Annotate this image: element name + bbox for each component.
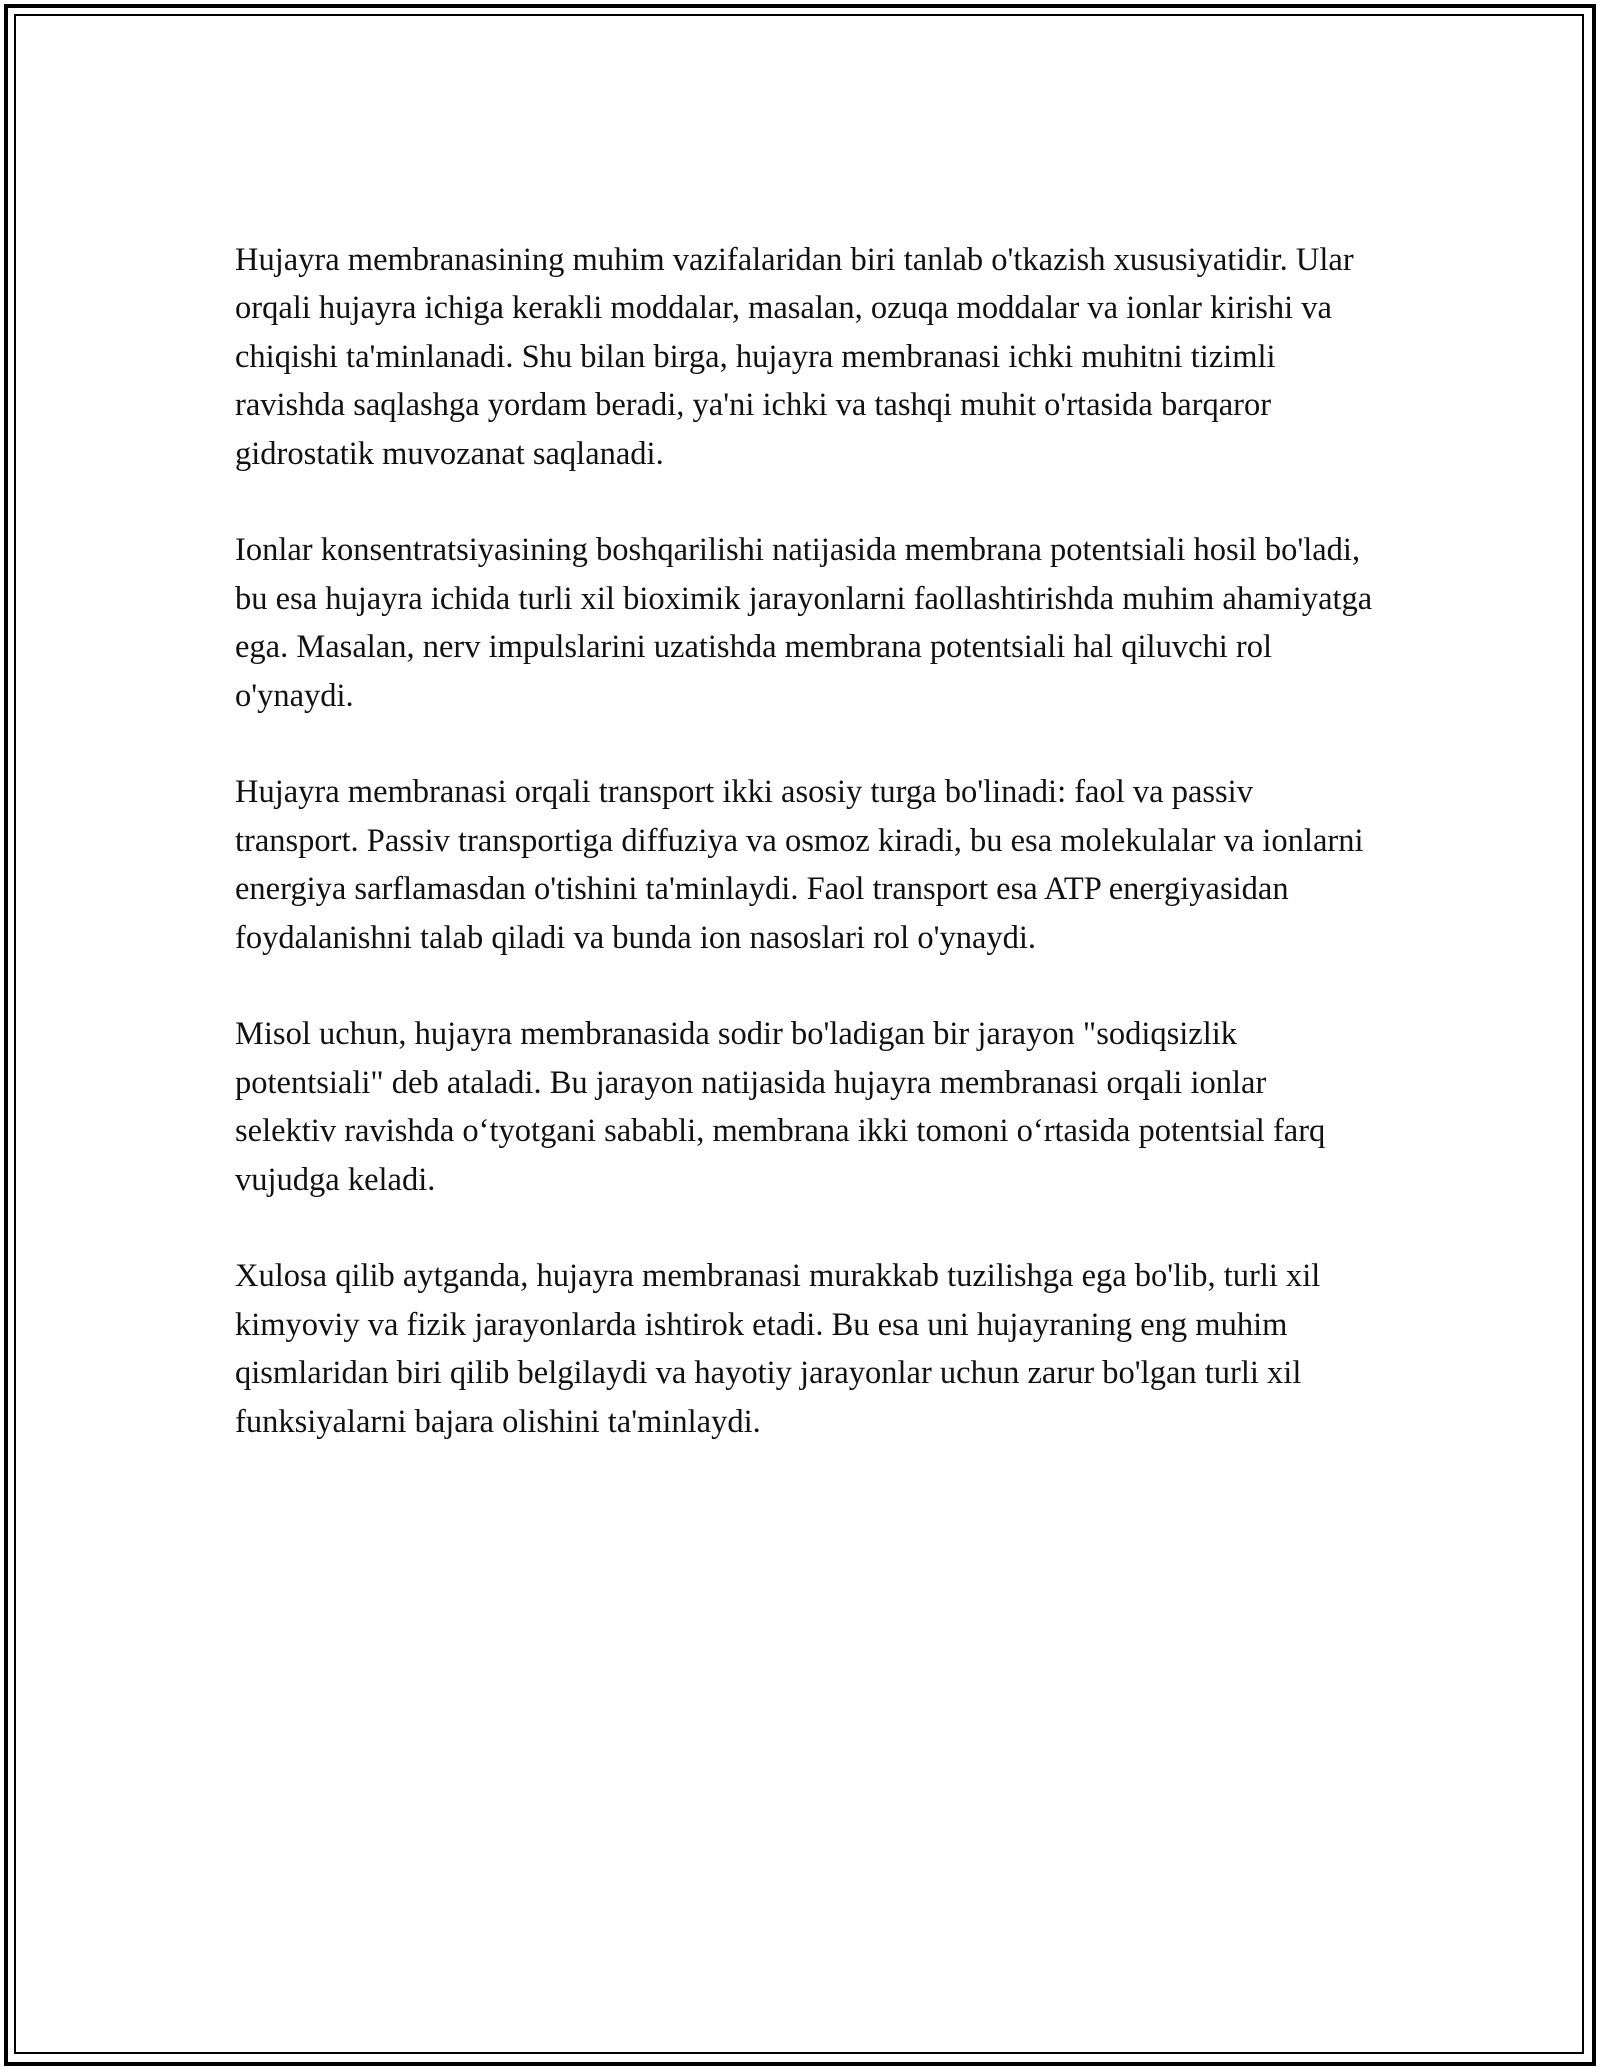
document-body [235, 236, 1375, 1494]
paragraph-2: Ionlar konsentratsiyasining boshqarilishi natijasida membrana potentsiali hosil bo'ladi, bu esa hujayra ichida turli xil bioximik jarayonlarni faollashtirishda muhim ahamiyatga ega. Masalan, nerv impulslarini uzatishda membrana potentsiali hal qiluvchi rol o'ynaydi. [235, 532, 1373, 714]
paragraph-5: Xulosa qilib aytganda, hujayra membranasi murakkab tuzilishga ega bo'lib, turli xil kimyoviy va fizik jarayonlarda ishtirok etadi. Bu esa uni hujayraning eng muhim qismlaridan biri qilib belgilaydi va hayotiy jarayonlar uchun zarur bo'lgan turli xil funksiyalarni bajara olishini ta'minlaydi. [235, 1258, 1321, 1440]
paragraph-3: Hujayra membranasi orqali transport ikki asosiy turga bo'linadi: faol va passiv transport. Passiv transportiga diffuziya va osmoz kiradi, bu esa molekulalar va ionlarni energiya sarflamasdan o'tishini ta'minlaydi. Faol transport esa ATP energiyasidan foydalanishni talab qiladi va bunda ion nasoslari rol o'ynaydi. [235, 774, 1364, 956]
paragraph-1: Hujayra membranasining muhim vazifalaridan biri tanlab o'tkazish xususiyatidir. Ular orqali hujayra ichiga kerakli moddalar, masalan, ozuqa moddalar va ionlar kirishi va chiqishi ta'minlanadi. Shu bilan birga, hujayra membranasi ichki muhitni tizimli ravishda saqlashga yordam beradi, ya'ni ichki va tashqi muhit o'rtasida barqaror gidrostatik muvozanat saqlanadi. [235, 242, 1354, 472]
paragraph-4: Misol uchun, hujayra membranasida sodir bo'ladigan bir jarayon "sodiqsizlik potentsiali" deb ataladi. Bu jarayon natijasida hujayra membranasi orqali ionlar selektiv ravishda o‘tyotgani sababli, membrana ikki tomoni o‘rtasida potentsial farq vujudga keladi. [235, 1016, 1326, 1198]
